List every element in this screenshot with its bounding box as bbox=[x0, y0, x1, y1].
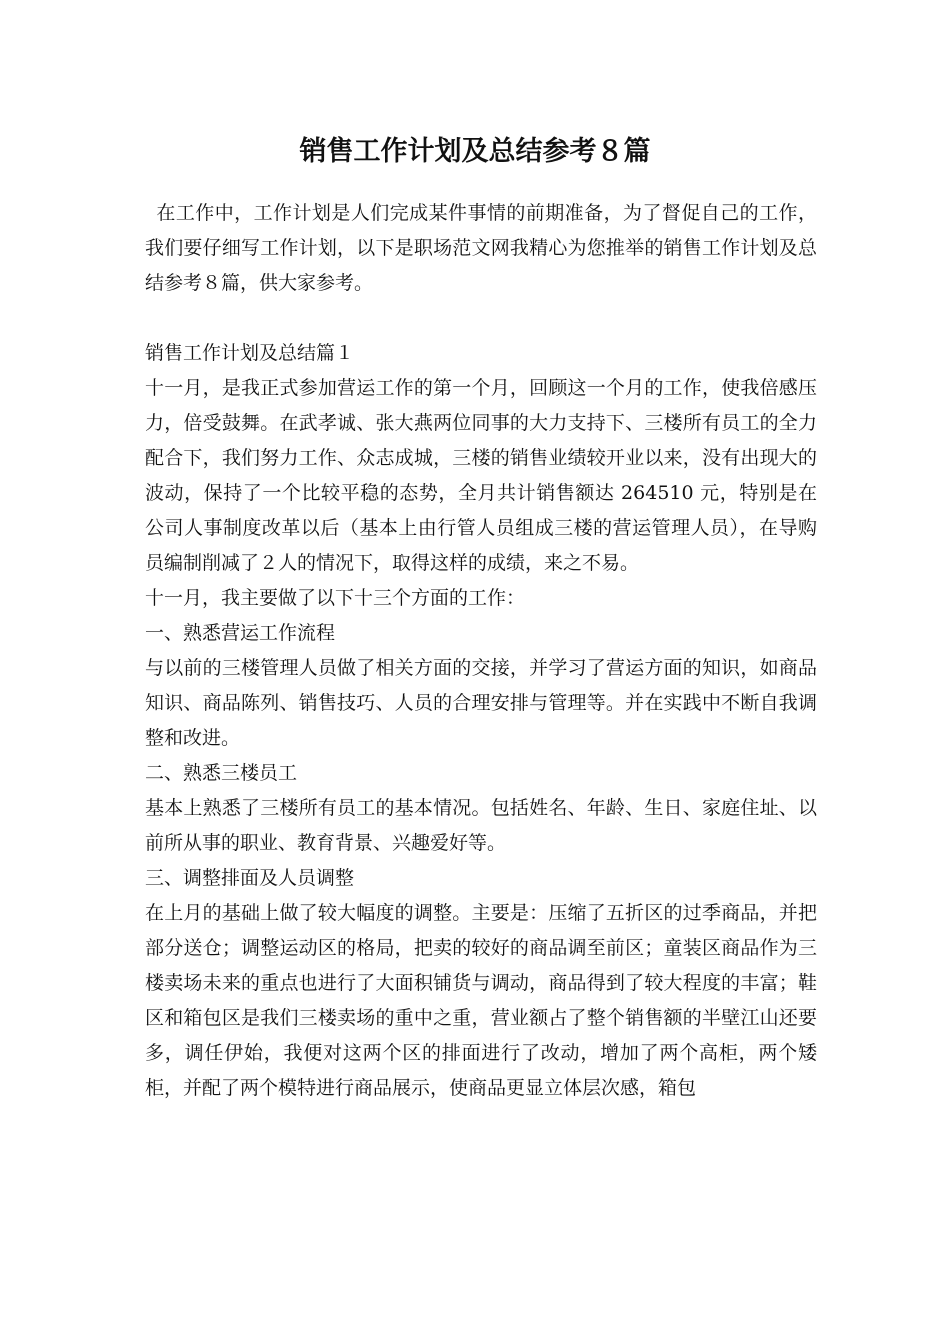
subsection-heading: 二、熟悉三楼员工 bbox=[145, 762, 298, 784]
section-heading: 销售工作计划及总结篇１ bbox=[145, 342, 355, 364]
body-paragraph: 在上月的基础上做了较大幅度的调整。主要是：压缩了五折区的过季商品，并把部分送仓；调整运动区的格局，把卖的较好的商品调至前区；童装区商品作为三楼卖场未来的重点也进行了大面积铺货与调动，商品得到了较大程度的丰富；鞋区和箱包区是我们三楼卖场的重中之重，营业额占了整个销售额的半壁江山还要多，调任伊始，我便对这两个区的排面进行了改动，增加了两个高柜，两个矮柜，并配了两个模特进行商品展示，使商品更显立体层次感，箱包 bbox=[145, 902, 817, 1099]
paragraph-gap bbox=[145, 301, 817, 336]
body-paragraph: 与以前的三楼管理人员做了相关方面的交接，并学习了营运方面的知识，如商品知识、商品陈列、销售技巧、人员的合理安排与管理等。并在实践中不断自我调整和改进。 bbox=[145, 657, 817, 749]
body-paragraph: 十一月，我主要做了以下十三个方面的工作： bbox=[145, 587, 526, 609]
intro-paragraph: 在工作中，工作计划是人们完成某件事情的前期准备，为了督促自己的工作，我们要仔细写工作计划，以下是职场范文网我精心为您推举的销售工作计划及总结参考８篇，供大家参考。 bbox=[145, 202, 817, 294]
subsection-heading: 一、熟悉营运工作流程 bbox=[145, 622, 336, 644]
document-body bbox=[145, 196, 817, 1106]
subsection-heading: 三、调整排面及人员调整 bbox=[145, 867, 355, 889]
document-title: 销售工作计划及总结参考８篇 bbox=[299, 136, 651, 167]
body-paragraph: 十一月，是我正式参加营运工作的第一个月，回顾这一个月的工作，使我倍感压力，倍受鼓舞。在武孝诚、张大燕两位同事的大力支持下、三楼所有员工的全力配合下，我们努力工作、众志成城，三楼的销售业绩较开业以来，没有出现大的波动，保持了一个比较平稳的态势，全月共计销售额达 264510 元，特别是在公司人事制度改革以后（基本上由行管人员组成三楼的营运管理人员），在导购员编制削减了２人的情况下，取得这样的成绩，来之不易。 bbox=[145, 377, 817, 574]
body-paragraph: 基本上熟悉了三楼所有员工的基本情况。包括姓名、年龄、生日、家庭住址、以前所从事的职业、教育背景、兴趣爱好等。 bbox=[145, 797, 817, 854]
